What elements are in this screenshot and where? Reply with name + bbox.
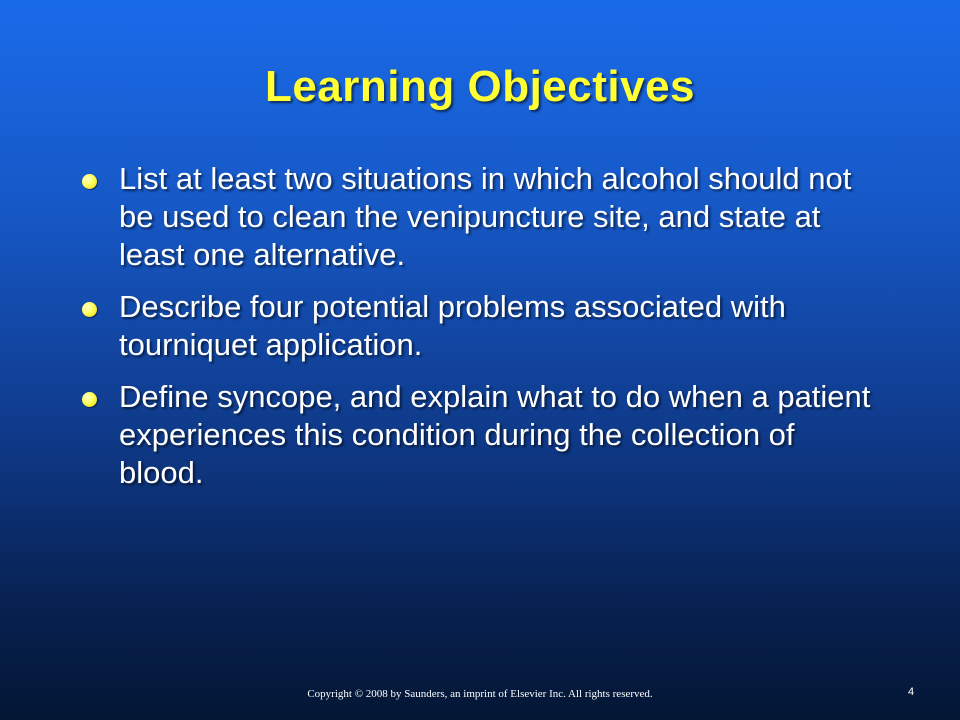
slide-title: Learning Objectives — [264, 62, 696, 111]
page-number: 4 — [908, 686, 915, 698]
bullet-text: Define syncope, and explain what to do when a patient experiences this condition during the collection of blood. — [119, 379, 871, 490]
bullet-text: Describe four potential problems associated with tourniquet application. — [119, 289, 786, 362]
objectives-list — [82, 160, 882, 506]
bullet-text: List at least two situations in which alcohol should not be used to clean the venipuncture site, and state at least one alternative. — [119, 161, 852, 272]
list-item — [82, 160, 882, 274]
bullet-dot-icon — [82, 392, 97, 407]
list-item — [82, 378, 882, 492]
bullet-dot-icon — [82, 302, 97, 317]
list-item — [82, 288, 882, 364]
bullet-dot-icon — [82, 174, 97, 189]
copyright-footer: Copyright © 2008 by Saunders, an imprint of Elsevier Inc. All rights reserved. — [307, 688, 653, 700]
